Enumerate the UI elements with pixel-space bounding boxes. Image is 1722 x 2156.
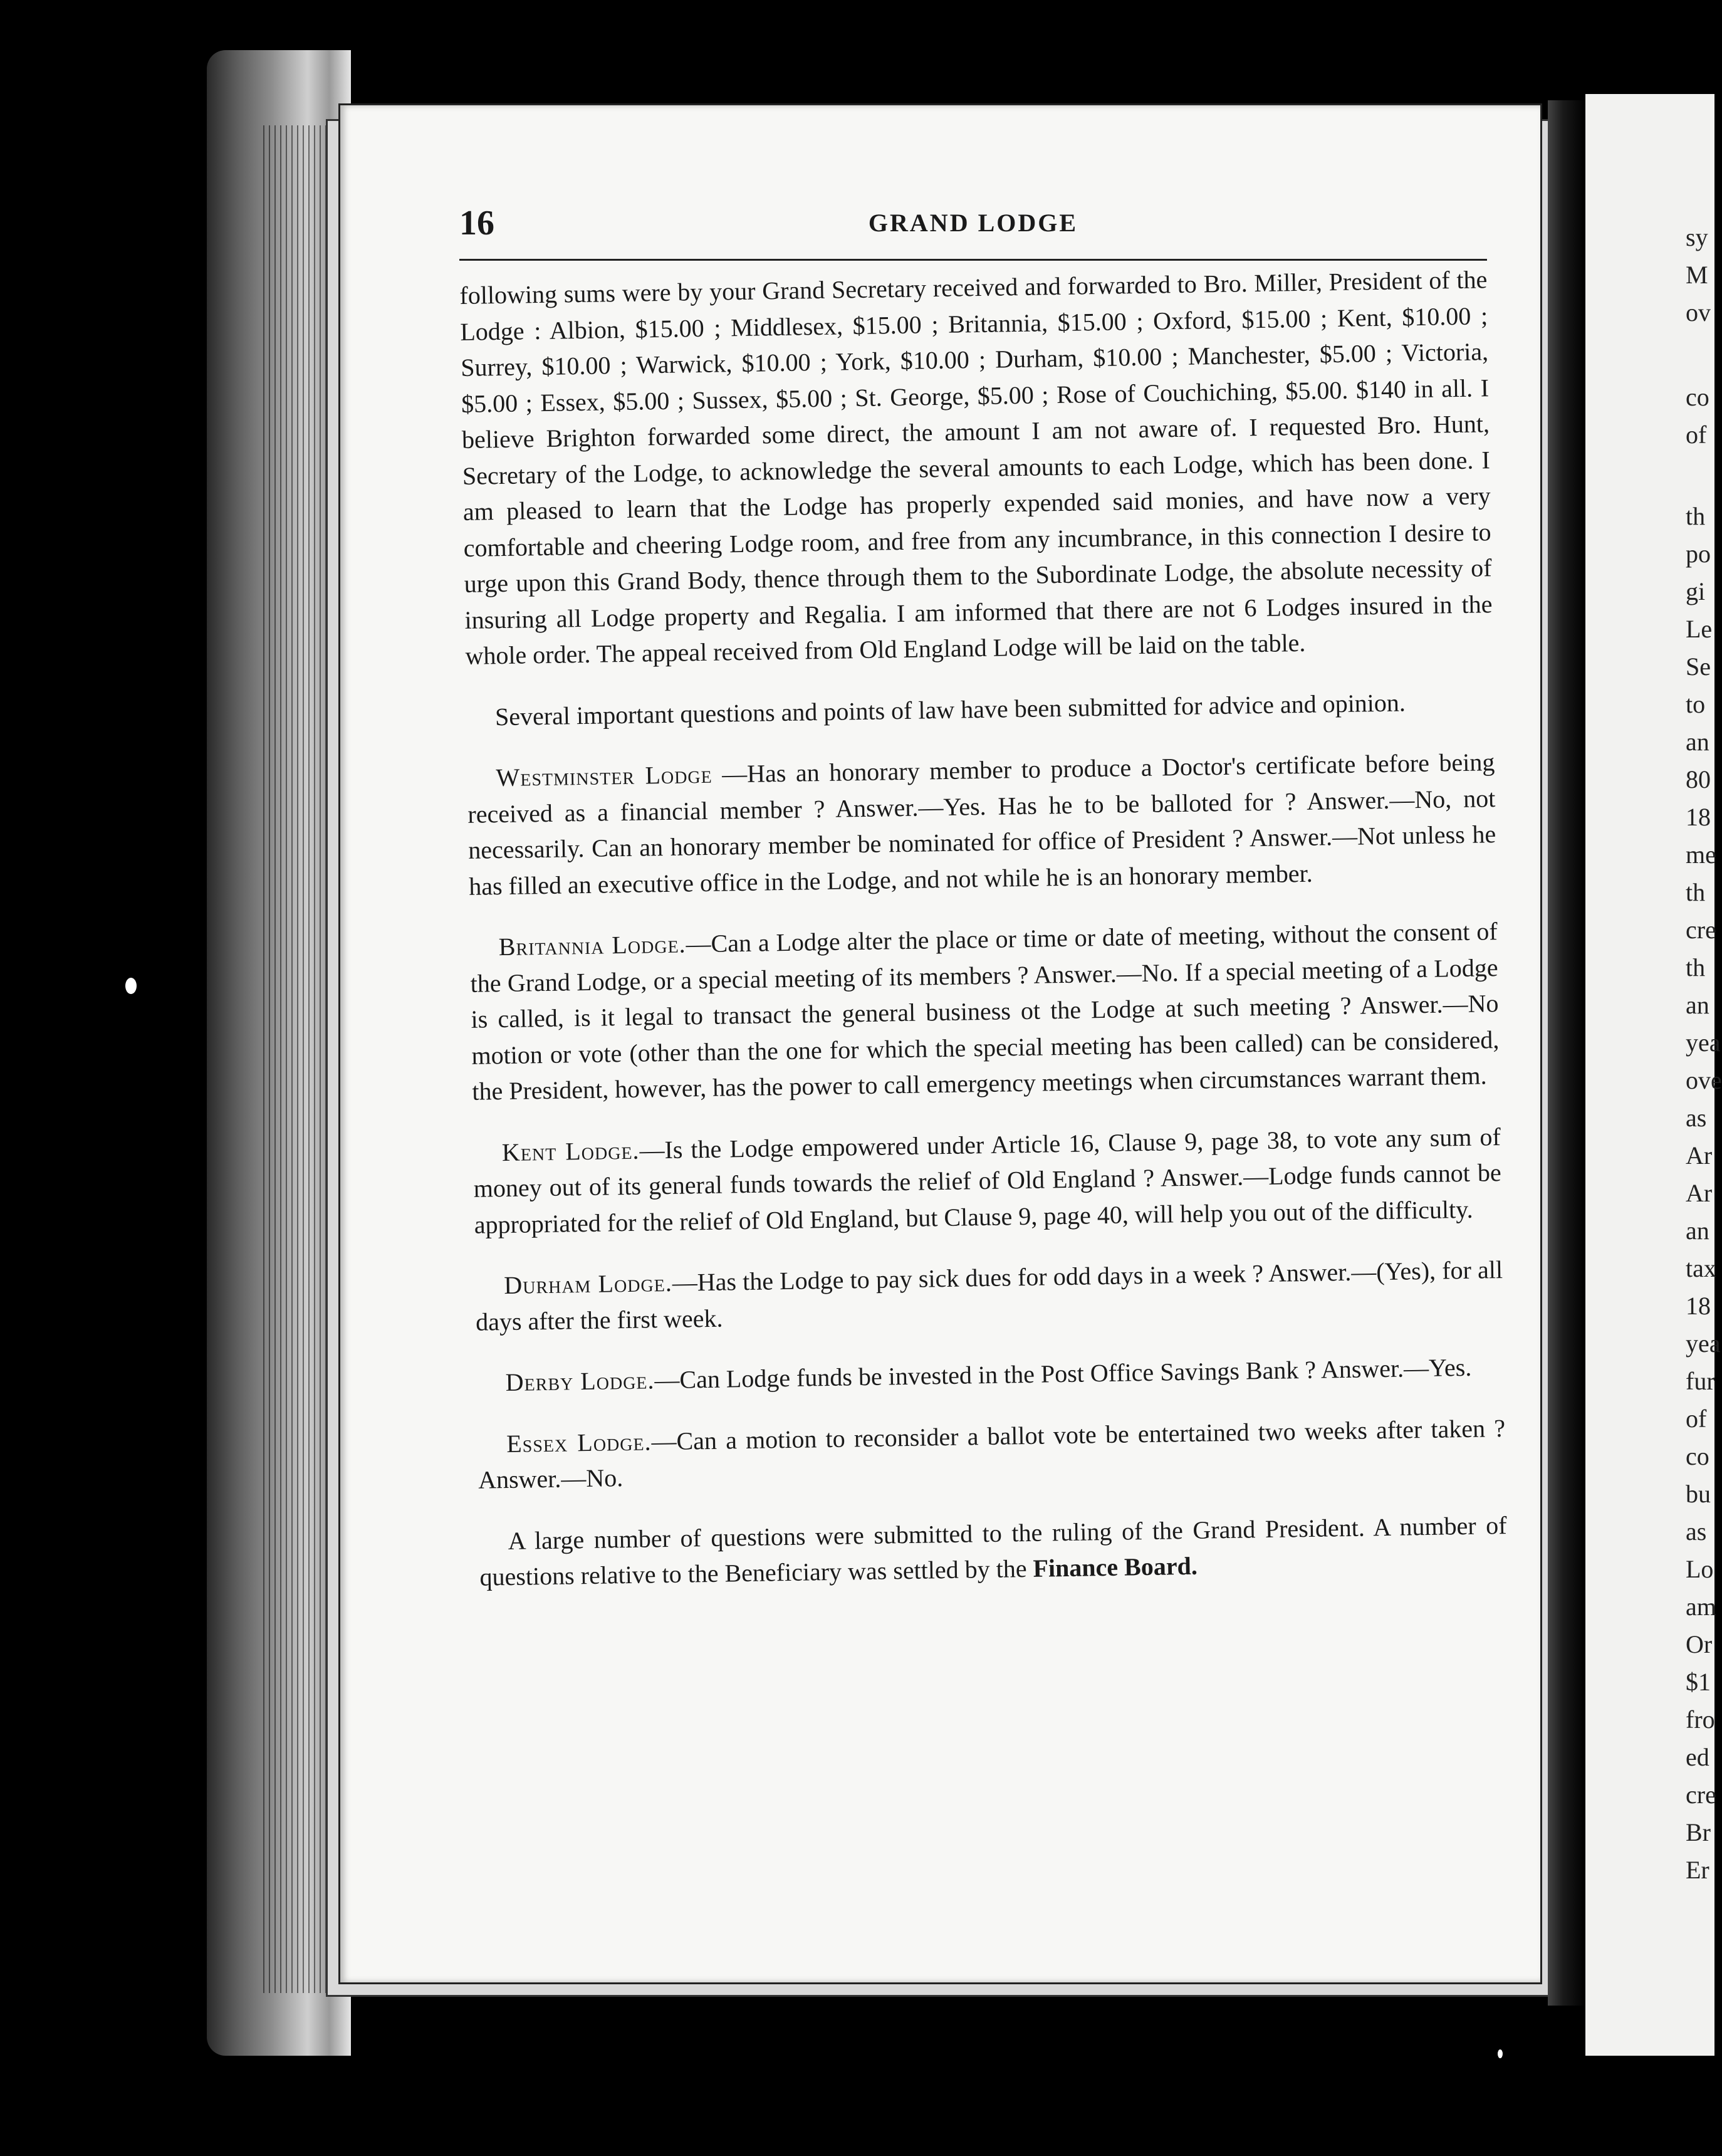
facing-page-fragment: th [1686, 953, 1706, 981]
facing-page-fragment: co [1686, 383, 1709, 411]
facing-page-fragment: co [1686, 1442, 1709, 1470]
facing-page [1585, 94, 1722, 2056]
facing-page-fragment: ed [1686, 1743, 1709, 1771]
book-gutter [1548, 100, 1585, 2006]
paragraph-text: —Has the Lodge to pay sick dues for odd days in a week ? Answer.—(Yes), for all days after the first week. [475, 1255, 1503, 1336]
paragraph-text: —Has an honorary member to produce a Doctor's certificate before being received as a financial member ? Answer.—Yes. Has he to be balloted for ? Answer.—No, not necessarily. Can an honorary member be nominated for office of President ? Answer.—Not unless he has filled an executive office in the Lodge, and not while he is an honorary member. [467, 748, 1496, 901]
facing-page-fragment: po [1686, 540, 1711, 568]
facing-page-fragment: Ar [1686, 1141, 1713, 1170]
facing-page-fragment: $1 [1686, 1668, 1711, 1696]
paragraph-essex [477, 1410, 1506, 1499]
facing-page-fragment: Le [1686, 615, 1713, 643]
running-head: GRAND LODGE [868, 209, 1078, 237]
finance-board: Finance Board. [1033, 1551, 1198, 1583]
page-number: 16 [459, 204, 494, 243]
lodge-name: Essex Lodge. [506, 1426, 652, 1458]
facing-page-fragment: an [1686, 991, 1709, 1019]
facing-page-fragment: as [1686, 1104, 1707, 1132]
paragraph-kent [472, 1119, 1502, 1243]
paragraph-sums [459, 261, 1493, 674]
lodge-name: Westminster Lodge [496, 760, 713, 792]
facing-page-fragment: Br [1686, 1818, 1711, 1846]
book-page [338, 103, 1542, 1984]
facing-page-fragment: am [1686, 1593, 1716, 1621]
paragraph-text: —Can a motion to reconsider a ballot vote be entertained two weeks after taken ? Answer.—No. [477, 1413, 1506, 1494]
facing-page-fragment: Or [1686, 1630, 1713, 1658]
page-header [459, 199, 1487, 256]
facing-page-fragment: sy [1686, 223, 1708, 251]
facing-page-fragment: ov [1686, 298, 1711, 327]
paragraph-britannia [469, 913, 1500, 1109]
paragraph-text: —Can a Lodge alter the place or time or date of meeting, without the consent of the Grand Lodge, or a special meeting of its members ? Answer.—No. If a special meeting of a Lodge is called, is it legal to transact the general business ot the Lodge at such meeting ? Answer.—No motion or vote (other than the one for which the special meeting has been called) can be considered, the President, however, has the power to call emergency meetings when circumstances warrant them. [470, 917, 1500, 1106]
facing-page-fragment: bu [1686, 1480, 1711, 1508]
facing-page-fragment: ove [1686, 1066, 1722, 1094]
facing-page-fragment: as [1686, 1517, 1707, 1546]
facing-page-fragment: an [1686, 728, 1709, 756]
facing-page-fragment: 18 [1686, 1292, 1711, 1320]
paragraph-text: A large number of questions were submitted to the ruling of the Grand President. A number of questions relative to the Beneficiary was settled by the [479, 1510, 1507, 1591]
facing-page-fragment: 18 [1686, 803, 1711, 831]
scan-speck [1498, 2049, 1503, 2058]
facing-page-fragment: Ar [1686, 1179, 1713, 1207]
facing-page-fragment: me [1686, 840, 1716, 869]
facing-page-fragment: Lo [1686, 1555, 1714, 1583]
page-body [459, 261, 1508, 1620]
facing-page-fragment: M [1686, 261, 1708, 289]
scan-speck [125, 978, 137, 994]
paragraph-text: —Is the Lodge empowered under Article 16, Clause 9, page 38, to vote any sum of money out of its general funds towards the relief of Old England ? Answer.—Lodge funds cannot be appropriated for the relief of Old England, but Clause 9, page 40, will help you out of the difficulty. [473, 1122, 1501, 1239]
facing-page-fragment: yea [1686, 1028, 1721, 1057]
facing-page-fragment: fur [1686, 1367, 1715, 1395]
facing-page-fragment: 80 [1686, 765, 1711, 793]
facing-page-fragment: cre [1686, 1781, 1716, 1809]
facing-page-fragment: th [1686, 502, 1706, 530]
lodge-name: Durham Lodge. [503, 1268, 673, 1300]
paragraph-text: following sums were by your Grand Secretary received and forwarded to Bro. Miller, President of the Lodge : Albion, $15.00 ; Middlesex, $15.00 ; Britannia, $15.00 ; Oxford, $15.00 ; Kent, $10.00 ; Surrey, $10.00 ; Warwick, $10.00 ; York, $10.00 ; Durham, $10.00 ; Manchester, $5.00 ; Victoria, $5.00 ; Essex, $5.00 ; Sussex, $5.00 ; St. George, $5.00 ; Rose of Couchiching, $5.00. $140 in all. I believe Brighton forwarded some direct, the amount I am not aware of. I requested Bro. Hunt, Secretary of the Lodge, to acknowledge the several amounts to each Lodge, which has been done. I am pleased to learn that the Lodge has properly expended said monies, and have now a very comfortable and cheering Lodge room, and free from any incumbrance, in this connection I desire to urge upon this Grand Body, thence through them to the Subordinate Lodge, the absolute necessity of insuring all Lodge property and Regalia. I am informed that there are not 6 Lodges insured in the whole order. The appeal received from Old England Lodge will be laid on the table. [459, 265, 1493, 670]
paragraph-text: Several important questions and points of law have been submitted for advice and opinion. [494, 688, 1406, 731]
paragraph-ruling [479, 1507, 1508, 1595]
paragraph-westminster [467, 744, 1496, 904]
facing-page-fragment: of [1686, 1405, 1707, 1433]
lodge-name: Kent Lodge. [501, 1136, 640, 1166]
facing-page-fragment: tax [1686, 1254, 1716, 1282]
facing-page-fragment: Se [1686, 652, 1711, 681]
header-rule [459, 259, 1487, 261]
facing-page-fragment: th [1686, 878, 1706, 906]
lodge-name: Britannia Lodge. [498, 929, 686, 961]
paragraph-text: —Can Lodge funds be invested in the Post Office Savings Bank ? Answer.—Yes. [654, 1353, 1472, 1395]
facing-page-fragment: fro [1686, 1705, 1715, 1734]
facing-page-fragment: cre [1686, 916, 1716, 944]
facing-page-fragment: yea [1686, 1329, 1721, 1358]
facing-page-fragment: to [1686, 690, 1706, 718]
facing-page-fragment: an [1686, 1217, 1709, 1245]
lodge-name: Derby Lodge. [505, 1366, 655, 1397]
facing-page-fragment: gi [1686, 577, 1706, 605]
paragraph-durham [475, 1252, 1504, 1340]
paragraph-questions [466, 683, 1495, 735]
facing-page-fragment: of [1686, 421, 1707, 449]
facing-page-fragment: Er [1686, 1856, 1709, 1884]
paragraph-derby [476, 1349, 1505, 1401]
